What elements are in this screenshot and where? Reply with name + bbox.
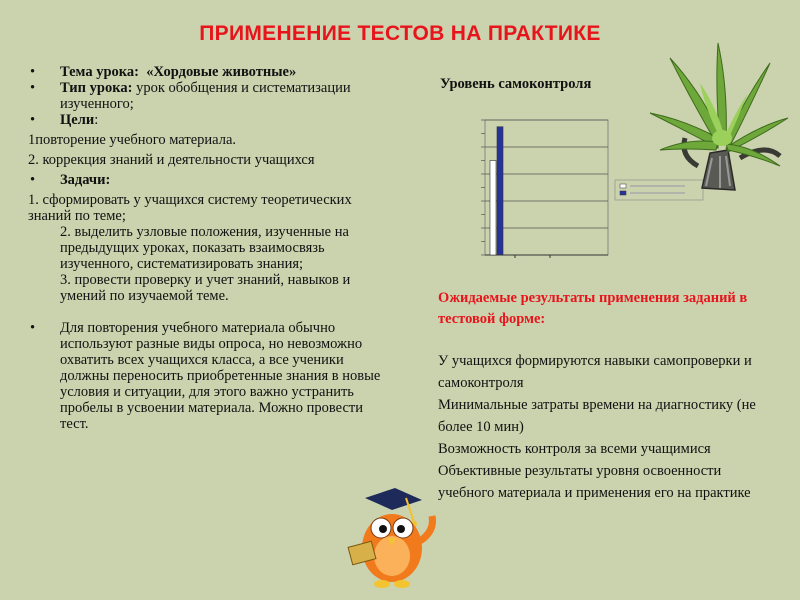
paragraph-text: Для повторения учебного материала обычно используют разные виды опроса, но невозможно охватить всех учащихся класса, а все ученики должны переносить приобретенные знания в новые условия и ситуации, для этого важно устранить пробелы в усвоении материала. Можно провести тест. [60, 320, 381, 432]
topic-label: Тема урока: [60, 64, 139, 80]
bullet: • [30, 112, 36, 128]
paragraph-item [28, 320, 398, 432]
task-3: 3. провести проверку и учет знаний, навыков и умений по изучаемой теме. [60, 272, 351, 304]
type-value: урок обобщения и систематизации изученного; [60, 80, 351, 112]
goal-2: 2. коррекция знаний и деятельности учащихся [28, 152, 315, 168]
plot-area [485, 120, 608, 255]
result-item: Возможность контроля за всеми учащимися [438, 441, 711, 457]
bar-series-1 [490, 161, 496, 256]
topic-value: «Хордовые животные» [146, 64, 297, 80]
chart-title: Уровень самоконтроля [440, 76, 592, 92]
type-label: Тип урока: [60, 80, 133, 96]
task-1: 1. сформировать у учащихся систему теоретических знаний по теме; [28, 192, 352, 224]
result-item: Объективные результаты уровня освоенности учебного материала и применения его на практике [438, 463, 751, 501]
tasks-item [28, 172, 398, 188]
owl-mascot-image [340, 486, 440, 591]
goal-1: 1повторение учебного материала. [28, 132, 237, 148]
goals-label: Цели [60, 112, 95, 128]
result-item: Минимальные затраты времени на диагностику (не более 10 мин) [438, 397, 756, 435]
goals-item: • Цели: [30, 112, 99, 128]
agave-plant-image [640, 38, 790, 198]
legend-swatch [620, 184, 626, 188]
tasks-label: Задачи: [60, 172, 111, 188]
page-title: ПРИМЕНЕНИЕ ТЕСТОВ НА ПРАКТИКЕ [199, 22, 601, 45]
bar-series-2 [497, 127, 503, 255]
topic-item [28, 64, 398, 80]
bullet: • [30, 172, 36, 188]
task-2: 2. выделить узловые положения, изученные на предыдущих уроках, показать взаимосвязь изученного, систематизировать знания; [60, 224, 349, 272]
type-item [28, 80, 398, 112]
lesson-info [28, 64, 398, 432]
bullet: • [30, 320, 36, 336]
legend-swatch [620, 191, 626, 195]
bullet: • [30, 80, 36, 96]
results-list [438, 350, 778, 504]
expected-results-title: Ожидаемые результаты применения заданий в тестовой форме: [438, 290, 748, 327]
bullet: • [30, 64, 36, 80]
result-item: У учащихся формируются навыки самопроверки и самоконтроля [438, 353, 752, 391]
